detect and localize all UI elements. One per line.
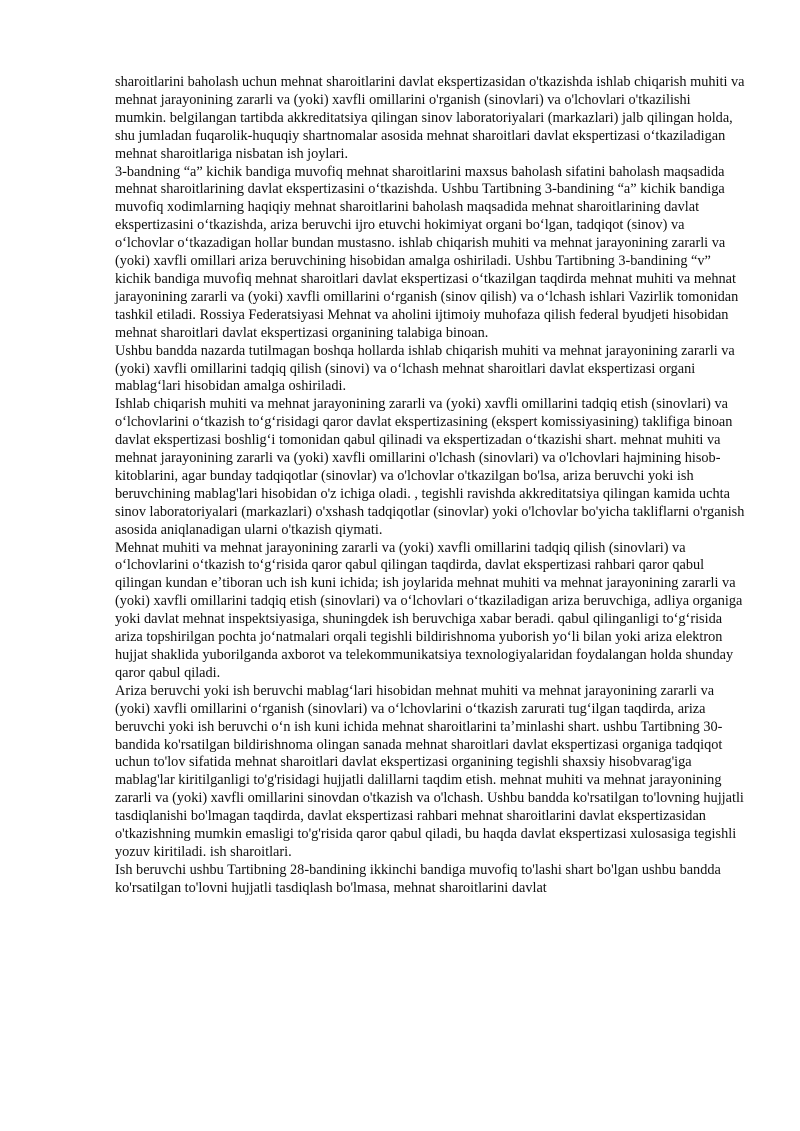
paragraph: Ishlab chiqarish muhiti va mehnat jarayonining zararli va (yoki) xavfli omillarini tadqiq etish (sinovlari) va oʻlchovlarini oʻtkazish toʻgʻrisidagi qaror davlat ekspertizasining (ekspert komissiyasining) taklifiga binoan davlat ekspertizasi boshligʻi tomonidan qabul qilinadi va ekspertizadan oʻtkazishi shart. mehnat muhiti va mehnat jarayonining zararli va (yoki) xavfli omillarini o'lchash (sinovlari) va o'lchovlari hajmining hisob-kitoblarini, agar bunday tadqiqotlar (sinovlar) va o'lchovlar o'tkazilgan bo'lsa, ariza beruvchi yoki ish beruvchining mablag'lari hisobidan o'z ichiga oladi. , tegishli ravishda akkreditatsiya qilingan kamida uchta sinov laboratoriyalari (markazlari) o'xshash tadqiqotlar (sinovlar) yoki o'lchovlar bo'yicha takliflarni o'rganish asosida aniqlanadigan ularni o'tkazish qiymati. bbox=[115, 396, 745, 538]
paragraph: Ushbu bandda nazarda tutilmagan boshqa hollarda ishlab chiqarish muhiti va mehnat jarayonining zararli va (yoki) xavfli omillarini tadqiq qilish (sinovi) va oʻlchash mehnat sharoitlari davlat ekspertizasi organi mablagʻlari hisobidan amalga oshiriladi. bbox=[115, 342, 735, 395]
document-page bbox=[115, 74, 745, 898]
paragraph: Ariza beruvchi yoki ish beruvchi mablagʻlari hisobidan mehnat muhiti va mehnat jarayonining zararli va (yoki) xavfli omillarini oʻrganish (sinovlari) va oʻlchovlarini oʻtkazish zarurati tugʻilgan taqdirda, ariza beruvchi yoki ish beruvchi oʻn ish kuni ichida mehnat sharoitlarini taʼminlashi shart. ushbu Tartibning 30-bandida ko'rsatilgan bildirishnoma olingan sanada mehnat sharoitlari davlat ekspertizasi organiga tadqiqot uchun to'lov sifatida mehnat sharoitlari davlat ekspertizasi organining tegishli shaxsiy hisobvarag'iga mablag'lar kiritilganligi to'g'risidagi hujjatli dalillarni taqdim etish. mehnat muhiti va mehnat jarayonining zararli va (yoki) xavfli omillarini sinovdan o'tkazish va o'lchash. Ushbu bandda ko'rsatilgan to'lovning hujjatli tasdiqlanishi bo'lmagan taqdirda, davlat ekspertizasi rahbari mehnat sharoitlarini davlat ekspertizasidan o'tkazishning mumkin emasligi to'g'risida qaror qabul qiladi, bu haqda davlat ekspertizasi xulosasiga tegishli yozuv kiritiladi. ish sharoitlari. bbox=[115, 682, 744, 860]
paragraph: 3-bandning “a” kichik bandiga muvofiq mehnat sharoitlarini maxsus baholash sifatini baholash maqsadida mehnat sharoitlarining davlat ekspertizasini oʻtkazishda. Ushbu Tartibning 3-bandining “a” kichik bandiga muvofiq xodimlarning haqiqiy mehnat sharoitlarini baholash maqsadida mehnat sharoitlarining davlat ekspertizasini oʻtkazishda, ariza beruvchi ijro etuvchi hokimiyat organi boʻlgan, tadqiqot (sinov) va oʻlchovlar oʻtkazadigan hollar bundan mustasno. ishlab chiqarish muhiti va mehnat jarayonining zararli va (yoki) xavfli omillari ariza beruvchining hisobidan amalga oshiriladi. Ushbu Tartibning 3-bandining “v” kichik bandiga muvofiq mehnat sharoitlari davlat ekspertizasi oʻtkazilgan taqdirda mehnat muhiti va mehnat jarayonining zararli va (yoki) xavfli omillarini oʻrganish (sinov qilish) va oʻlchash ishlari Vazirlik tomonidan tashkil etiladi. Rossiya Federatsiyasi Mehnat va aholini ijtimoiy muhofaza qilish federal byudjeti hisobidan mehnat sharoitlari davlat ekspertizasi organining talabiga binoan. bbox=[115, 163, 739, 341]
paragraph: Ish beruvchi ushbu Tartibning 28-bandining ikkinchi bandiga muvofiq to'lashi shart bo'lgan ushbu bandda ko'rsatilgan to'lovni hujjatli tasdiqlash bo'lmasa, mehnat sharoitlarini davlat bbox=[115, 861, 721, 896]
paragraph: Mehnat muhiti va mehnat jarayonining zararli va (yoki) xavfli omillarini tadqiq qilish (sinovlari) va oʻlchovlarini oʻtkazish toʻgʻrisida qaror qabul qilingan taqdirda, davlat ekspertizasi rahbari qaror qabul qilingan kundan eʼtiboran uch ish kuni ichida; ish joylarida mehnat muhiti va mehnat jarayonining zararli va (yoki) xavfli omillarini tadqiq etish (sinovlari) va oʻlchovlari oʻtkaziladigan ariza beruvchiga, adliya organiga yoki davlat mehnat inspektsiyasiga, shuningdek ish beruvchiga xabar beradi. qabul qilinganligi toʻgʻrisida ariza topshirilgan pochta joʻnatmalari orqali tegishli bildirishnoma yuborish yoʻli bilan yoki ariza elektron hujjat shaklida yuborilganda axborot va telekommunikatsiya texnologiyalaridan foydalangan holda shunday qaror qabul qiladi. bbox=[115, 539, 743, 681]
paragraph: sharoitlarini baholash uchun mehnat sharoitlarini davlat ekspertizasidan o'tkazishda ishlab chiqarish muhiti va mehnat jarayonining zararli va (yoki) xavfli omillarini o'rganish (sinovlari) va o'lchovlari o'tkazilishi mumkin. belgilangan tartibda akkreditatsiya qilingan sinov laboratoriyalari (markazlari) jalb qilingan holda, shu jumladan fuqarolik-huquqiy shartnomalar asosida mehnat sharoitlari davlat ekspertizasi oʻtkaziladigan mehnat sharoitlariga nisbatan ish joylari. bbox=[115, 74, 745, 162]
